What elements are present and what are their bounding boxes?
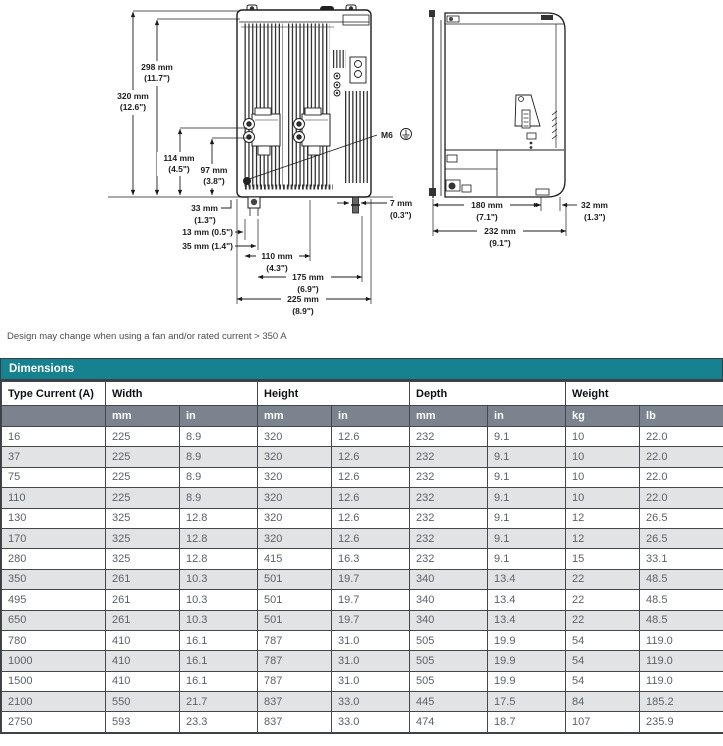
table-cell: 119.0 — [640, 630, 723, 650]
side-view — [429, 10, 565, 198]
table-cell: 474 — [410, 712, 488, 732]
table-cell: 54 — [566, 651, 640, 671]
table-cell: 12.6 — [332, 528, 410, 548]
table-unit-header-row — [2, 406, 723, 427]
table-row — [2, 427, 723, 447]
table-cell: 16.1 — [180, 671, 258, 691]
table-cell: 12 — [566, 508, 640, 528]
table-cell: 325 — [106, 549, 180, 569]
table-cell: 232 — [410, 447, 488, 467]
table-cell: 325 — [106, 528, 180, 548]
table-cell: 19.9 — [488, 671, 566, 691]
table-cell: 22.0 — [640, 488, 723, 508]
table-cell: 410 — [106, 651, 180, 671]
side-dimension-labels — [464, 199, 608, 248]
dim-32-in: (1.3") — [584, 212, 606, 222]
table-cell: 9.1 — [488, 528, 566, 548]
dim-33-mm: 33 mm — [191, 203, 218, 213]
dim-13: 13 mm (0.5") — [182, 227, 233, 237]
table-cell: 130 — [2, 508, 106, 528]
table-cell: 12.6 — [332, 488, 410, 508]
table-cell: 495 — [2, 590, 106, 610]
column-group-header: Height — [258, 382, 410, 406]
unit-header: in — [180, 406, 258, 427]
table-cell: 22 — [566, 610, 640, 630]
table-row — [2, 671, 723, 691]
table-cell: 19.7 — [332, 610, 410, 630]
table-cell: 593 — [106, 712, 180, 732]
table-cell: 340 — [410, 610, 488, 630]
m6-label: M6 — [381, 130, 393, 140]
dimensions-data-table — [1, 381, 723, 733]
table-cell: 232 — [410, 528, 488, 548]
table-cell: 501 — [258, 610, 332, 630]
table-cell: 9.1 — [488, 508, 566, 528]
table-cell: 8.9 — [180, 427, 258, 447]
table-cell: 320 — [258, 447, 332, 467]
table-cell: 232 — [410, 467, 488, 487]
table-cell: 410 — [106, 671, 180, 691]
table-cell: 10 — [566, 427, 640, 447]
table-cell: 12.6 — [332, 467, 410, 487]
table-cell: 26.5 — [640, 508, 723, 528]
table-cell: 10 — [566, 447, 640, 467]
table-cell: 26.5 — [640, 528, 723, 548]
table-cell: 18.7 — [488, 712, 566, 732]
table-cell: 21.7 — [180, 692, 258, 712]
dim-33-in: (1.3") — [194, 215, 216, 225]
dim-320-in: (12.6") — [119, 102, 147, 112]
table-cell: 837 — [258, 692, 332, 712]
table-cell: 780 — [2, 630, 106, 650]
column-group-header: Weight — [566, 382, 723, 406]
table-cell: 787 — [258, 630, 332, 650]
dim-298-in: (11.7") — [144, 73, 170, 83]
table-cell: 325 — [106, 508, 180, 528]
table-cell: 505 — [410, 671, 488, 691]
table-cell: 12.8 — [180, 508, 258, 528]
table-cell: 10.3 — [180, 610, 258, 630]
table-cell: 10 — [566, 467, 640, 487]
column-group-header: Type Current (A) — [2, 382, 106, 406]
table-cell: 340 — [410, 590, 488, 610]
table-cell: 232 — [410, 427, 488, 447]
table-cell: 12.8 — [180, 549, 258, 569]
dim-175-mm: 175 mm — [292, 272, 324, 282]
table-body — [2, 427, 723, 733]
table-cell: 12 — [566, 528, 640, 548]
table-cell: 37 — [2, 447, 106, 467]
table-cell: 261 — [106, 610, 180, 630]
unit-header: lb — [640, 406, 723, 427]
table-row — [2, 508, 723, 528]
table-cell: 2750 — [2, 712, 106, 732]
table-cell: 410 — [106, 630, 180, 650]
table-cell: 12.6 — [332, 447, 410, 467]
table-cell: 787 — [258, 651, 332, 671]
table-cell: 22.0 — [640, 467, 723, 487]
unit-header — [2, 406, 106, 427]
dim-225-mm: 225 mm — [287, 294, 319, 304]
column-group-header: Width — [106, 382, 258, 406]
table-title: Dimensions — [1, 359, 722, 381]
table-cell: 54 — [566, 630, 640, 650]
table-cell: 9.1 — [488, 447, 566, 467]
table-cell: 787 — [258, 671, 332, 691]
table-cell: 340 — [410, 569, 488, 589]
unit-header: mm — [258, 406, 332, 427]
table-cell: 48.5 — [640, 610, 723, 630]
table-cell: 837 — [258, 712, 332, 732]
dimension-drawing-svg — [0, 0, 723, 328]
table-cell: 320 — [258, 467, 332, 487]
table-cell: 17.5 — [488, 692, 566, 712]
dim-232-in: (9.1") — [489, 238, 511, 248]
table-cell: 16 — [2, 427, 106, 447]
dim-7-mm: 7 mm — [390, 198, 413, 208]
table-row — [2, 712, 723, 732]
table-cell: 261 — [106, 590, 180, 610]
table-cell: 13.4 — [488, 569, 566, 589]
table-cell: 225 — [106, 467, 180, 487]
table-cell: 2100 — [2, 692, 106, 712]
table-cell: 33.0 — [332, 712, 410, 732]
table-cell: 31.0 — [332, 671, 410, 691]
dim-114-mm: 114 mm — [163, 153, 195, 163]
table-cell: 235.9 — [640, 712, 723, 732]
table-cell: 320 — [258, 528, 332, 548]
table-cell: 9.1 — [488, 488, 566, 508]
dim-97-mm: 97 mm — [200, 165, 228, 175]
dim-180-in: (7.1") — [476, 212, 498, 222]
table-row — [2, 488, 723, 508]
table-cell: 261 — [106, 569, 180, 589]
table-cell: 22 — [566, 590, 640, 610]
table-cell: 54 — [566, 671, 640, 691]
table-cell: 9.1 — [488, 549, 566, 569]
table-cell: 16.1 — [180, 651, 258, 671]
table-cell: 320 — [258, 427, 332, 447]
dim-114-in: (4.5") — [168, 164, 190, 174]
table-cell: 232 — [410, 508, 488, 528]
table-cell: 22.0 — [640, 447, 723, 467]
table-cell: 22 — [566, 569, 640, 589]
dim-110-in: (4.3") — [266, 263, 288, 273]
table-cell: 350 — [2, 569, 106, 589]
table-cell: 9.1 — [488, 427, 566, 447]
table-row — [2, 630, 723, 650]
table-cell: 22.0 — [640, 427, 723, 447]
unit-header: mm — [106, 406, 180, 427]
table-cell: 110 — [2, 488, 106, 508]
dim-35: 35 mm (1.4") — [182, 241, 233, 251]
table-cell: 501 — [258, 569, 332, 589]
table-cell: 119.0 — [640, 651, 723, 671]
table-cell: 225 — [106, 447, 180, 467]
dim-232-mm: 232 mm — [484, 226, 516, 236]
dim-7-in: (0.3") — [390, 210, 412, 220]
table-cell: 107 — [566, 712, 640, 732]
table-cell: 232 — [410, 488, 488, 508]
dim-110-mm: 110 mm — [261, 251, 293, 261]
dim-175-in: (6.9") — [297, 284, 319, 294]
table-cell: 16.3 — [332, 549, 410, 569]
table-cell: 225 — [106, 427, 180, 447]
table-cell: 23.3 — [180, 712, 258, 732]
table-cell: 185.2 — [640, 692, 723, 712]
unit-header: kg — [566, 406, 640, 427]
table-cell: 10 — [566, 488, 640, 508]
table-cell: 13.4 — [488, 610, 566, 630]
dim-225-in: (8.9") — [292, 306, 314, 316]
table-cell: 12.8 — [180, 528, 258, 548]
table-cell: 8.9 — [180, 447, 258, 467]
table-row — [2, 447, 723, 467]
table-row — [2, 549, 723, 569]
table-cell: 19.9 — [488, 651, 566, 671]
design-note: Design may change when using a fan and/or rated current > 350 A — [7, 331, 287, 342]
table-cell: 119.0 — [640, 671, 723, 691]
table-cell: 13.4 — [488, 590, 566, 610]
table-cell: 1500 — [2, 671, 106, 691]
table-cell: 33.0 — [332, 692, 410, 712]
table-cell: 31.0 — [332, 651, 410, 671]
table-row — [2, 651, 723, 671]
unit-header: mm — [410, 406, 488, 427]
front-view — [237, 5, 412, 216]
table-cell: 12.6 — [332, 508, 410, 528]
table-cell: 16.1 — [180, 630, 258, 650]
table-cell: 19.7 — [332, 569, 410, 589]
table-row — [2, 569, 723, 589]
table-row — [2, 528, 723, 548]
table-cell: 48.5 — [640, 569, 723, 589]
table-cell: 19.9 — [488, 630, 566, 650]
dim-180-mm: 180 mm — [471, 200, 503, 210]
table-cell: 15 — [566, 549, 640, 569]
table-cell: 19.7 — [332, 590, 410, 610]
table-cell: 320 — [258, 508, 332, 528]
m6-ground-icon — [401, 129, 412, 140]
table-group-header-row — [2, 382, 723, 406]
table-cell: 10.3 — [180, 569, 258, 589]
dim-97-in: (3.8") — [203, 176, 225, 186]
dim-32-mm: 32 mm — [581, 200, 608, 210]
table-cell: 320 — [258, 488, 332, 508]
unit-header: in — [332, 406, 410, 427]
table-cell: 415 — [258, 549, 332, 569]
table-cell: 31.0 — [332, 630, 410, 650]
table-cell: 225 — [106, 488, 180, 508]
table-cell: 505 — [410, 651, 488, 671]
table-cell: 84 — [566, 692, 640, 712]
table-cell: 75 — [2, 467, 106, 487]
table-cell: 12.6 — [332, 427, 410, 447]
technical-drawing — [0, 0, 723, 328]
table-cell: 505 — [410, 630, 488, 650]
column-group-header: Depth — [410, 382, 566, 406]
table-cell: 8.9 — [180, 467, 258, 487]
table-cell: 170 — [2, 528, 106, 548]
table-row — [2, 590, 723, 610]
unit-header: in — [488, 406, 566, 427]
table-row — [2, 692, 723, 712]
table-cell: 280 — [2, 549, 106, 569]
table-cell: 501 — [258, 590, 332, 610]
dim-320-mm: 320 mm — [117, 91, 149, 101]
table-cell: 9.1 — [488, 467, 566, 487]
table-cell: 8.9 — [180, 488, 258, 508]
table-cell: 445 — [410, 692, 488, 712]
table-cell: 550 — [106, 692, 180, 712]
table-cell: 48.5 — [640, 590, 723, 610]
table-cell: 232 — [410, 549, 488, 569]
dimensions-table — [0, 358, 723, 734]
table-cell: 10.3 — [180, 590, 258, 610]
dim-298-mm: 298 mm — [141, 62, 173, 72]
table-cell: 33.1 — [640, 549, 723, 569]
table-row — [2, 610, 723, 630]
table-cell: 650 — [2, 610, 106, 630]
table-row — [2, 467, 723, 487]
table-cell: 1000 — [2, 651, 106, 671]
